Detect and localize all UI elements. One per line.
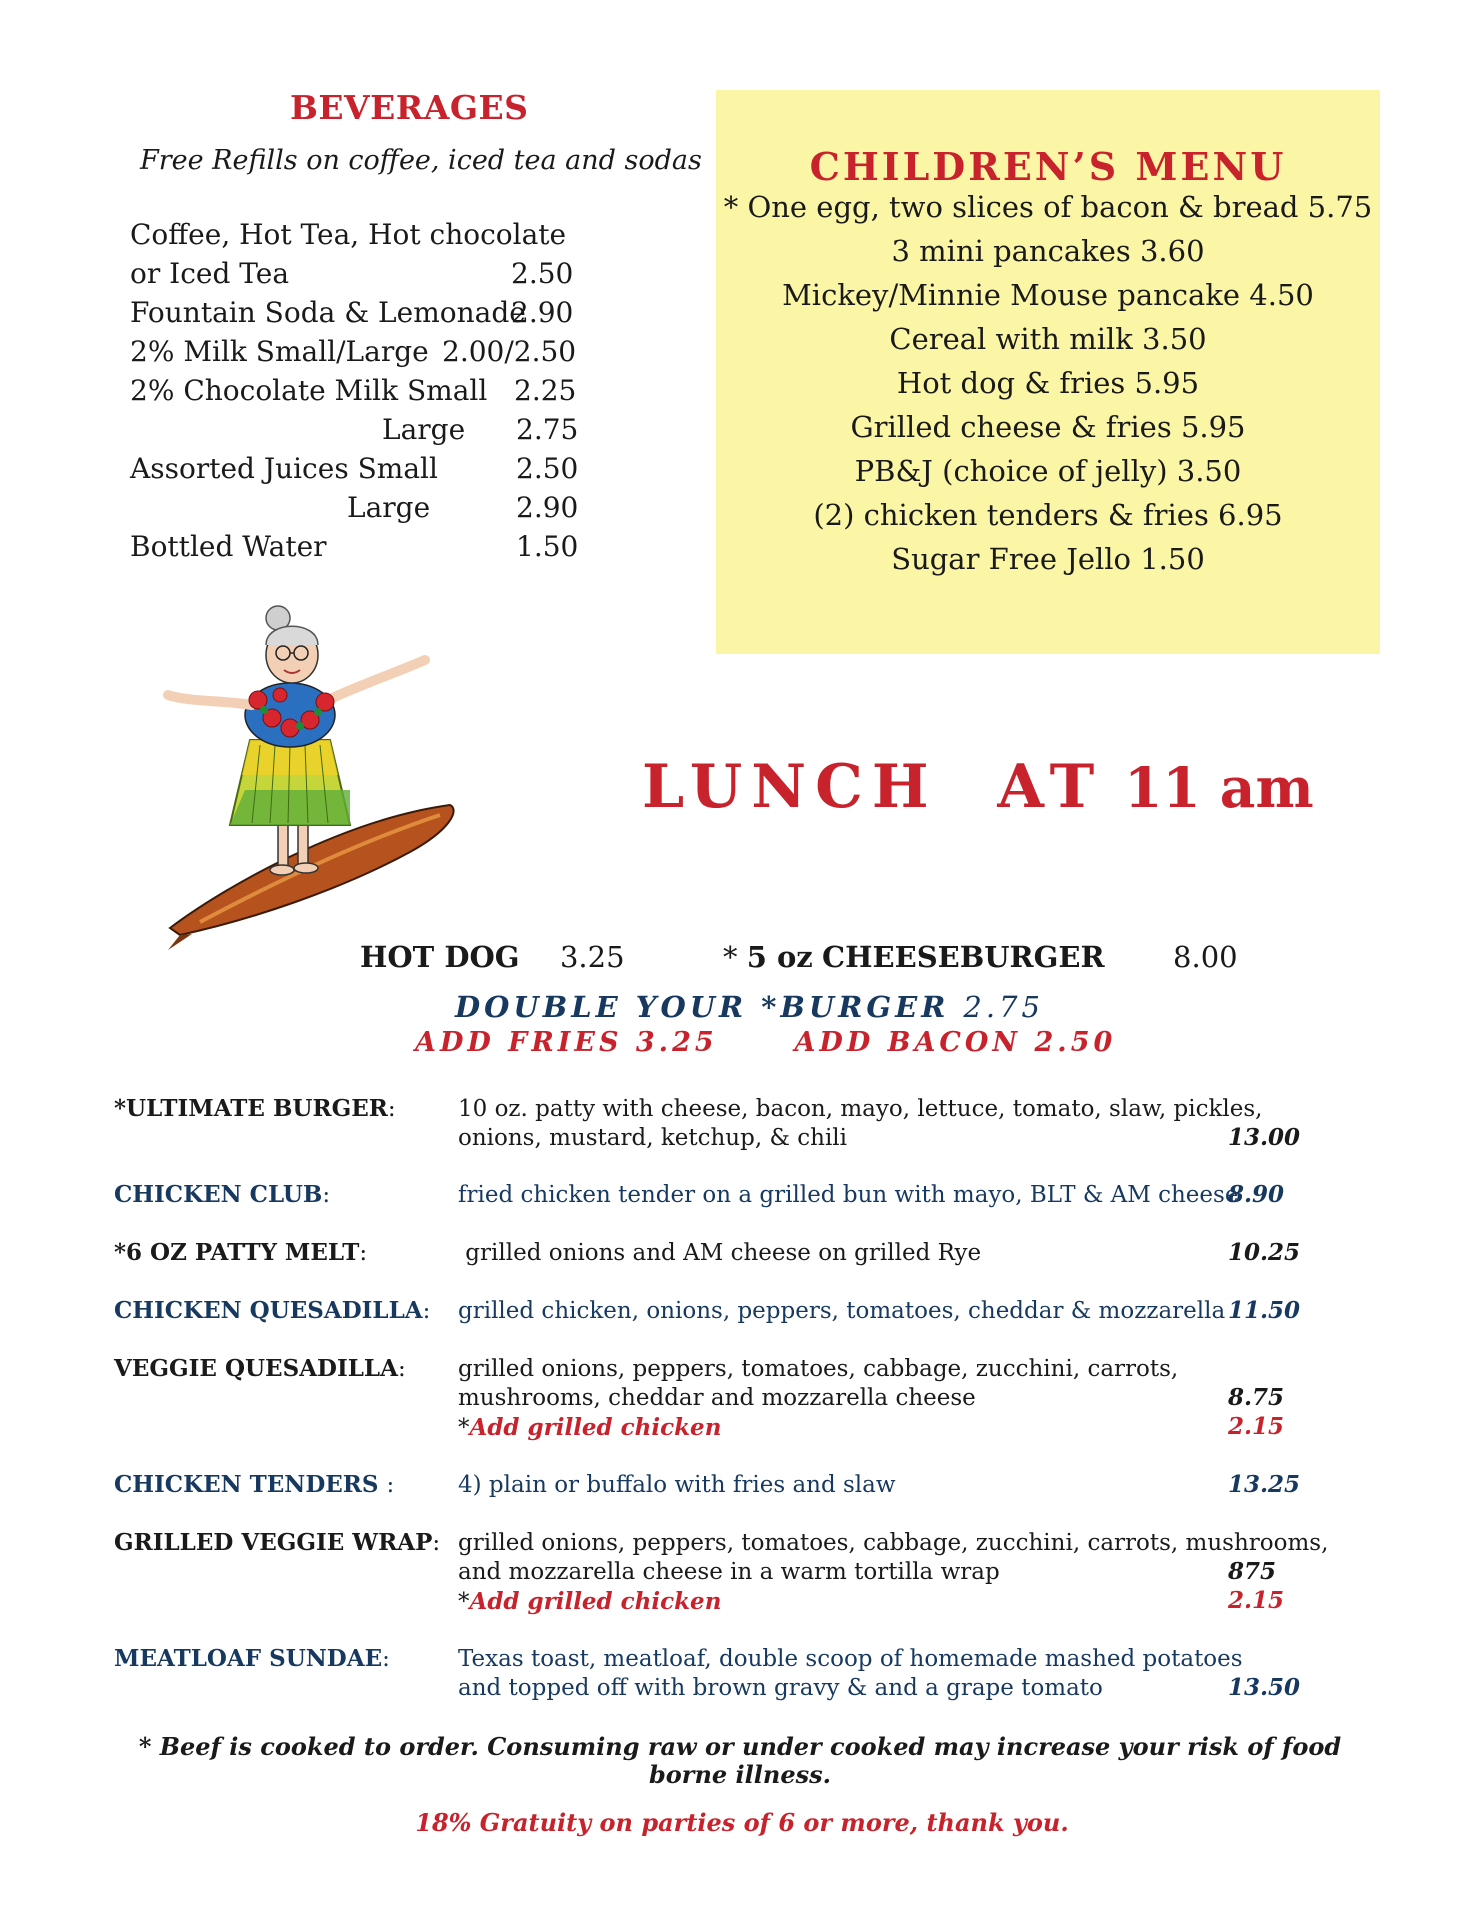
item-desc-grilled-veggie-wrap: grilled onions, peppers, tomatoes, cabbage, zucchini, carrots, mushrooms, and mozzarella cheese in a warm tortilla wrap *Add grilled chicken (458, 1530, 1329, 1615)
beverage-price: 2.25 (514, 374, 577, 407)
beverage-price: 2.50 (516, 452, 579, 485)
item-price-meatloaf-sundae: 13.50 (1228, 1674, 1301, 1701)
burger-star: * (722, 940, 738, 974)
addon-price-grilled-veggie-wrap: 2.15 (1228, 1587, 1285, 1614)
item-name-patty-melt: *6 OZ PATTY MELT: (114, 1239, 368, 1266)
lunch-word: LUNCH (642, 752, 938, 822)
hotdog-name: HOT DOG (360, 940, 520, 974)
childrens-menu-item: * One egg, two slices of bacon & bread 5.75 (723, 190, 1373, 224)
childrens-menu-item: Hot dog & fries 5.95 (896, 366, 1200, 400)
item-name-chicken-club: CHICKEN CLUB: (114, 1181, 331, 1208)
childrens-menu-item: Grilled cheese & fries 5.95 (850, 410, 1246, 444)
double-burger-line (455, 990, 1044, 1024)
item-desc-chicken-club: fried chicken tender on a grilled bun with mayo, BLT & AM cheese (458, 1182, 1239, 1208)
beverage-price: 2.90 (511, 296, 574, 329)
item-name-meatloaf-sundae: MEATLOAF SUNDAE: (114, 1645, 390, 1672)
beverage-line: Bottled Water (130, 530, 327, 563)
food-safety-disclaimer: * Beef is cooked to order. Consuming raw or under cooked may increase your risk of food borne illness. (138, 1732, 1342, 1789)
beverage-line: 2% Chocolate Milk Small (130, 374, 488, 407)
item-desc-chicken-tenders: 4) plain or buffalo with fries and slaw (458, 1472, 896, 1498)
addon-grilled-chicken: Add grilled chicken (469, 1414, 722, 1441)
add-ons-line (415, 1027, 1116, 1058)
double-price: 2.75 (963, 990, 1044, 1024)
lunch-heading (642, 752, 1314, 822)
addon-grilled-chicken: Add grilled chicken (469, 1588, 722, 1615)
beverage-price: 2.00/2.50 (442, 335, 577, 368)
item-name-chicken-tenders: CHICKEN TENDERS : (114, 1471, 395, 1498)
childrens-menu-item: PB&J (choice of jelly) 3.50 (854, 454, 1242, 488)
item-name-ultimate-burger: *ULTIMATE BURGER: (114, 1095, 396, 1122)
beverage-line: or Iced Tea (130, 257, 290, 290)
beverage-price: 2.90 (516, 491, 579, 524)
childrens-menu-item: Cereal with milk 3.50 (889, 322, 1207, 356)
beverage-price: 2.75 (516, 413, 579, 446)
burger-name: CHEESEBURGER (822, 940, 1105, 974)
childrens-menu-item: (2) chicken tenders & fries 6.95 (813, 498, 1283, 532)
beverages-subtitle: Free Refills on coffee, iced tea and sodas (140, 145, 702, 176)
item-price-patty-melt: 10.25 (1228, 1239, 1301, 1266)
specials-row (360, 940, 1238, 974)
item-price-chicken-club: 8.90 (1228, 1181, 1285, 1208)
childrens-menu-item: 3 mini pancakes 3.60 (891, 234, 1205, 268)
item-name-veggie-quesadilla: VEGGIE QUESADILLA: (114, 1355, 406, 1382)
beverage-line: Fountain Soda & Lemonade (130, 296, 526, 329)
item-name-grilled-veggie-wrap: GRILLED VEGGIE WRAP: (114, 1529, 441, 1556)
lunch-time: 11 am (1124, 755, 1314, 820)
addon-price-veggie-quesadilla: 2.15 (1228, 1413, 1285, 1440)
beverage-line: Large (382, 413, 466, 446)
beverage-line: Assorted Juices Small (130, 452, 438, 485)
add-fries: ADD FRIES 3.25 (415, 1027, 718, 1058)
beverage-line: Coffee, Hot Tea, Hot chocolate (130, 218, 567, 251)
item-desc-patty-melt: grilled onions and AM cheese on grilled Rye (458, 1240, 982, 1266)
beverage-price: 1.50 (516, 530, 579, 563)
item-desc-veggie-quesadilla: grilled onions, peppers, tomatoes, cabbage, zucchini, carrots, mushrooms, cheddar and mozzarella cheese *Add grilled chicken (458, 1356, 1179, 1441)
item-price-chicken-tenders: 13.25 (1228, 1471, 1301, 1498)
beverages-title: BEVERAGES (290, 88, 529, 127)
burger-size: 5 oz (746, 940, 813, 974)
at-word: AT (997, 752, 1104, 822)
add-bacon: ADD BACON 2.50 (794, 1027, 1117, 1058)
item-desc-chicken-quesadilla: grilled chicken, onions, peppers, tomatoes, cheddar & mozzarella (458, 1298, 1226, 1324)
surfing-grandma-illustration (160, 590, 470, 950)
item-price-ultimate-burger: 13.00 (1228, 1124, 1301, 1151)
beverage-line: 2% Milk Small/Large (130, 335, 429, 368)
burger-price: 8.00 (1173, 940, 1238, 974)
item-price-grilled-veggie-wrap: 875 (1228, 1558, 1277, 1585)
item-price-chicken-quesadilla: 11.50 (1228, 1297, 1301, 1324)
double-label: DOUBLE YOUR *BURGER (455, 990, 950, 1024)
gratuity-note: 18% Gratuity on parties of 6 or more, thank you. (415, 1808, 1069, 1837)
item-name-chicken-quesadilla: CHICKEN QUESADILLA: (114, 1297, 431, 1324)
hotdog-price: 3.25 (559, 940, 625, 974)
beverage-price: 2.50 (511, 257, 574, 290)
childrens-menu-box (716, 90, 1380, 654)
item-price-veggie-quesadilla: 8.75 (1228, 1384, 1285, 1411)
beverage-line: Large (347, 491, 431, 524)
childrens-menu-item: Sugar Free Jello 1.50 (891, 542, 1205, 576)
item-desc-ultimate-burger: 10 oz. patty with cheese, bacon, mayo, lettuce, tomato, slaw, pickles, onions, mustard, ketchup, & chili (458, 1096, 1263, 1151)
childrens-menu-item: Mickey/Minnie Mouse pancake 4.50 (782, 278, 1314, 312)
item-desc-meatloaf-sundae: Texas toast, meatloaf, double scoop of homemade mashed potatoes and topped off with brown gravy & and a grape tomato (458, 1646, 1243, 1701)
childrens-menu-title: CHILDREN’S MENU (809, 144, 1287, 189)
